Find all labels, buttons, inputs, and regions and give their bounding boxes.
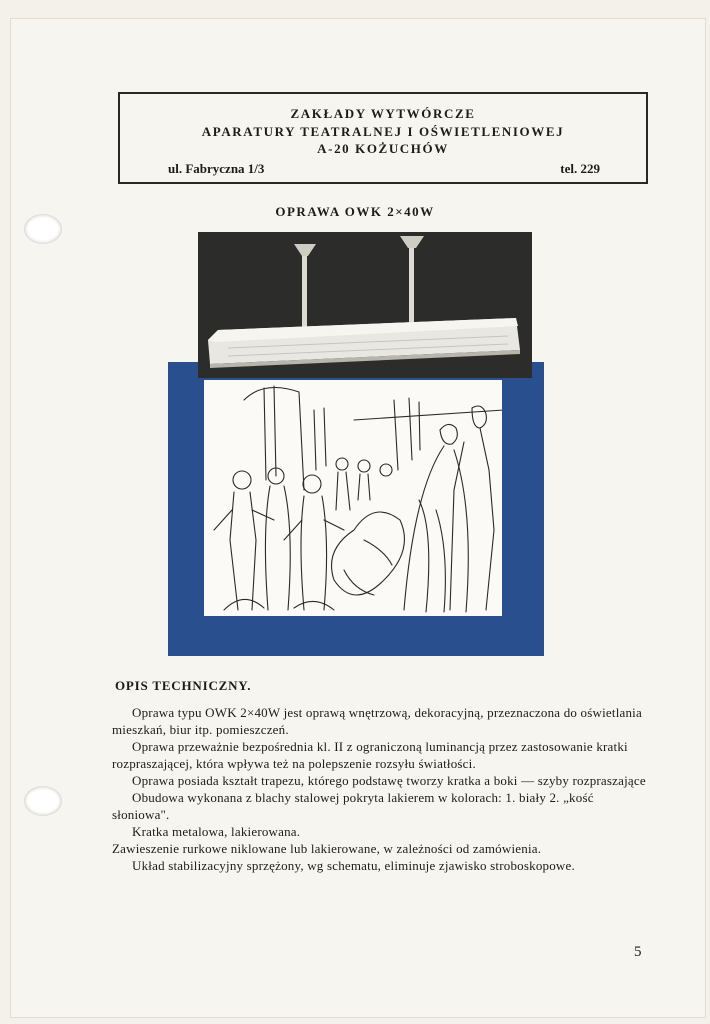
paragraph-4: Obudowa wykonana z blachy stalowej pokryta lakierem w kolorach: 1. biały 2. „kość słoniowa". (112, 790, 594, 822)
company-phone: tel. 229 (560, 161, 600, 176)
paragraph-5: Kratka metalowa, lakierowana. (132, 824, 301, 839)
binder-hole-bottom (24, 786, 62, 816)
luminaire-photo (198, 232, 532, 378)
company-header-box (118, 92, 648, 184)
company-location: A-20 KOŻUCHÓW (317, 141, 449, 156)
paragraph-2: Oprawa przeważnie bezpośrednia kl. II z ograniczoną luminancją przez zastosowanie kratki rozpraszającej, która wpływa też na polepszenie rozsyłu światłości. (112, 739, 628, 771)
company-name-line2: APARATURY TEATRALNEJ I OŚWIETLENIOWEJ (201, 124, 565, 139)
product-title: OPRAWA OWK 2×40W (275, 204, 435, 219)
paragraph-3: Oprawa posiada kształt trapezu, którego podstawę tworzy kratka a boki — szyby rozpraszające (132, 773, 646, 788)
section-heading-technical-description: OPIS TECHNICZNY. (115, 678, 252, 693)
paragraph-6: Zawieszenie rurkowe niklowane lub lakierowane, w zależności od zamówienia. (112, 841, 542, 856)
company-address: ul. Fabryczna 1/3 (168, 161, 265, 176)
paragraph-7: Układ stabilizacyjny sprzężony, wg schematu, eliminuje zjawisko stroboskopowe. (132, 858, 575, 873)
page-number: 5 (634, 944, 642, 960)
ballroom-sketch-illustration (204, 380, 502, 616)
paragraph-1: Oprawa typu OWK 2×40W jest oprawą wnętrzową, dekoracyjną, przeznaczona do oświetlania mieszkań, biur itp. pomieszczeń. (112, 705, 642, 737)
technical-description-text (112, 704, 646, 874)
company-name-line1: ZAKŁADY WYTWÓRCZE (290, 106, 476, 121)
